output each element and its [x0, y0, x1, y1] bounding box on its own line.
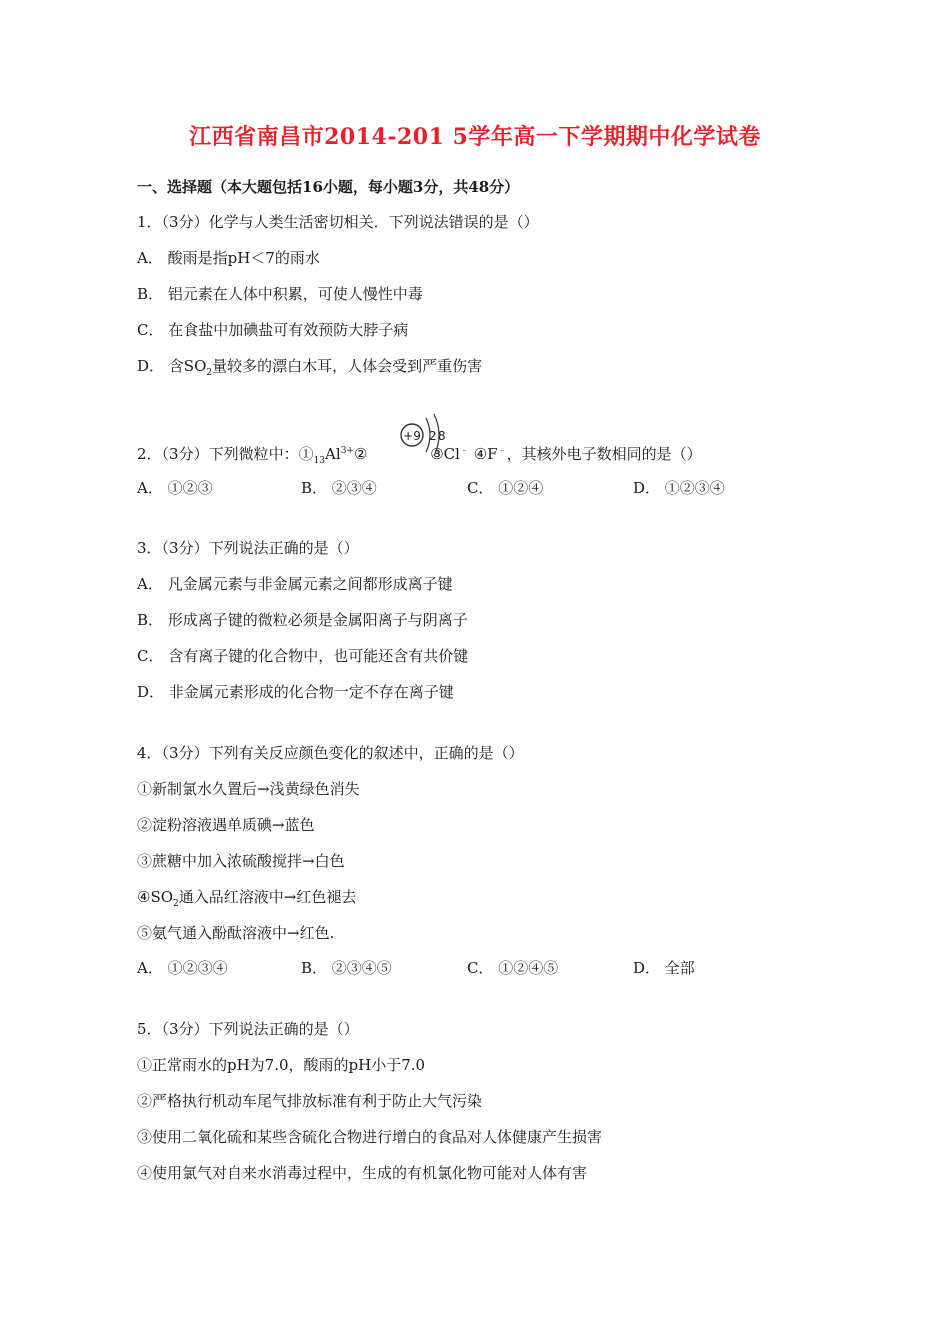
q2-stem-post: ③Cl	[425, 445, 460, 463]
q1-stem: 1．（3分）化学与人类生活密切相关．下列说法错误的是（）	[137, 213, 539, 231]
q2-option-c: C． ①②④	[467, 479, 544, 497]
f-charge: ﹣	[497, 446, 507, 456]
atom-structure-diagram	[398, 410, 450, 468]
q3-option-b: B． 形成离子键的微粒必须是金属阳离子与阴离子	[137, 611, 468, 629]
q2-option-b: B． ②③④	[301, 479, 377, 497]
q4-item-4-sub: 2	[173, 899, 179, 909]
q1-option-c: C． 在食盐中加碘盐可有效预防大脖子病	[137, 321, 409, 339]
q4-item-4-pre: ④SO	[137, 888, 174, 906]
q3-option-d: D． 非金属元素形成的化合物一定不存在离子键	[137, 683, 454, 701]
cl-charge: ﹣	[459, 446, 469, 456]
q2-option-d: D． ①②③④	[633, 479, 725, 497]
q3-stem: 3．（3分）下列说法正确的是（）	[137, 539, 359, 557]
q2-stem-mid: ②	[353, 445, 368, 463]
q4-option-b: B． ②③④⑤	[301, 959, 392, 977]
q2-stem-pre: 2．（3分）下列微粒中：①	[137, 445, 314, 463]
q2-option-a: A． ①②③	[137, 479, 213, 497]
q2-stem-end: ④F	[468, 445, 498, 463]
q4-option-d: D． 全部	[633, 959, 695, 977]
q4-item-4-post: 通入品红溶液中→红色褪去	[178, 888, 357, 906]
q5-item-4: ④使用氯气对自来水消毒过程中，生成的有机氯化物可能对人体有害	[137, 1164, 588, 1182]
q1-option-d-post: 量较多的漂白木耳，人体会受到严重伤害	[212, 357, 483, 375]
q4-item-2: ②淀粉溶液遇单质碘→蓝色	[137, 816, 315, 834]
section-heading: 一、选择题（本大题包括16小题，每小题3分，共48分）	[137, 178, 520, 196]
q4-item-5: ⑤氨气通入酚酞溶液中→红色.	[137, 924, 335, 942]
q3-option-a: A． 凡金属元素与非金属元素之间都形成离子键	[137, 575, 453, 593]
q1-option-b: B． 铝元素在人体中积累，可使人慢性中毒	[137, 285, 423, 303]
q4-item-1: ①新制氯水久置后→浅黄绿色消失	[137, 780, 360, 798]
q1-option-d-sub: 2	[206, 368, 213, 378]
q5-item-3: ③使用二氧化硫和某些含硫化合物进行增白的食品对人体健康产生损害	[137, 1128, 603, 1146]
q3-option-c: C． 含有离子键的化合物中，也可能还含有共价键	[137, 647, 469, 665]
q2-stem-tail: ，其核外电子数相同的是（）	[506, 445, 702, 463]
q4-option-c: C． ①②④⑤	[467, 959, 559, 977]
al-mass-number: 13	[313, 456, 326, 466]
exam-title: 江西省南昌市2014-201 5学年高一下学期期中化学试卷	[189, 124, 761, 150]
al-symbol: Al	[325, 445, 341, 463]
q5-item-1: ①正常雨水的pH为7.0，酸雨的pH小于7.0	[137, 1056, 426, 1074]
q5-stem: 5．（3分）下列说法正确的是（）	[137, 1020, 359, 1038]
atom-shell1-count: 2	[429, 429, 437, 443]
q4-option-a: A． ①②③④	[137, 959, 228, 977]
q4-item-3: ③蔗糖中加入浓硫酸搅拌→白色	[137, 852, 345, 870]
q5-item-2: ②严格执行机动车尾气排放标准有利于防止大气污染	[137, 1092, 483, 1110]
q1-option-d-pre: D． 含SO	[137, 357, 207, 375]
q1-option-d	[137, 356, 482, 383]
q4-stem: 4．（3分）下列有关反应颜色变化的叙述中，正确的是（）	[137, 744, 524, 762]
q4-item-4	[137, 887, 356, 914]
al-charge: 3+	[340, 446, 354, 456]
atom-nucleus-label: +9	[403, 429, 421, 443]
atom-shell2-count: 8	[438, 429, 446, 443]
q1-option-a: A． 酸雨是指pH＜7的雨水	[137, 249, 320, 267]
